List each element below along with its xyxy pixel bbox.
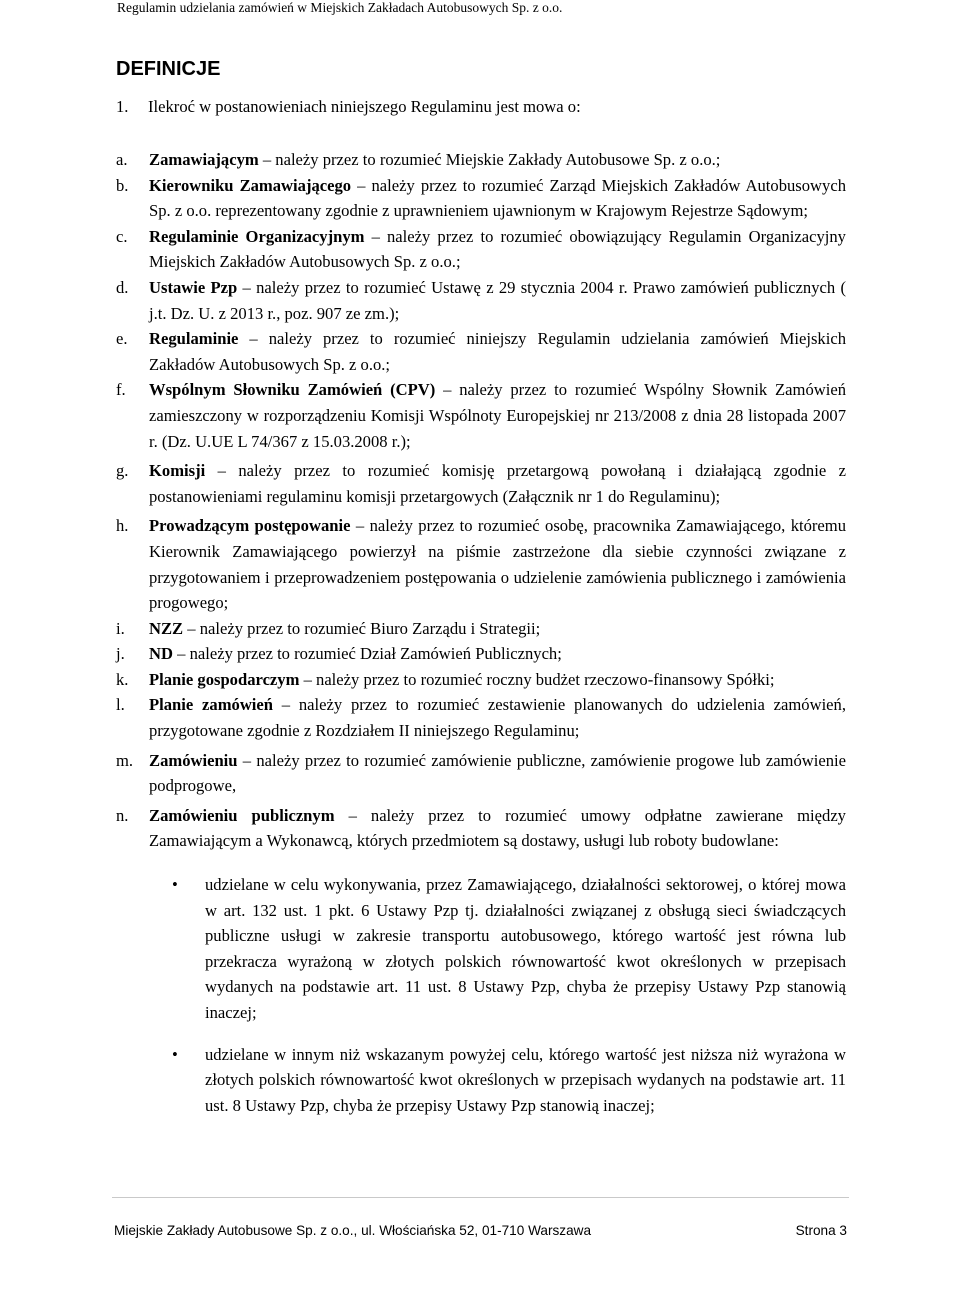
- definition-term: Komisji: [149, 461, 206, 481]
- definition-marker: k.: [116, 669, 129, 689]
- definition-item-d: [116, 275, 846, 326]
- definition-marker: e.: [116, 329, 128, 349]
- definition-marker: l.: [116, 695, 125, 715]
- definition-term: ND: [149, 644, 173, 664]
- definition-marker: b.: [116, 175, 129, 195]
- definition-term: Regulaminie Organizacyjnym: [149, 226, 365, 246]
- definition-item-l: [116, 692, 846, 743]
- definition-marker: a.: [116, 150, 128, 169]
- bullet-icon: •: [172, 1044, 178, 1064]
- definition-item-a: [116, 147, 846, 173]
- definition-term: Zamówieniu: [149, 750, 238, 770]
- bullet-icon: •: [172, 875, 178, 895]
- bullet-item: [172, 872, 846, 1026]
- definition-text: – należy przez to rozumieć Wspólny Słownik Zamówień zamieszczony w rozporządzeniu Komisji Wspólnoty Europejskiej nr 213/2008 z dnia 28 listopada 2007 r. (Dz. U.UE L 74/367 z 15.03.2008 r.);: [149, 380, 846, 451]
- definition-term: Planie gospodarczym: [149, 669, 300, 689]
- definition-term: Kierowniku Zamawiającego: [149, 175, 352, 195]
- definition-text: – należy przez to rozumieć osobę, pracownika Zamawiającego, któremu Kierownik Zamawiającego powierzył na piśmie zastrzeżone dla siebie czynności związane z przygotowaniem i przeprowadzeniem postępowania o udzielenie zamówienia publicznego i zamówienia progowego;: [149, 516, 847, 613]
- definition-item-h: [116, 513, 846, 615]
- definition-item-e: [116, 326, 846, 377]
- definition-marker: f.: [116, 380, 126, 400]
- definition-text: – należy przez to rozumieć zestawienie planowanych do udzielenia zamówień, przygotowane zgodnie z Rozdziałem II niniejszego Regulaminu;: [149, 695, 846, 741]
- definition-marker: d.: [116, 277, 129, 297]
- definition-term: Regulaminie: [149, 329, 239, 349]
- definition-item-k: [116, 667, 846, 693]
- definition-item-m: [116, 748, 846, 799]
- footer-address: Miejskie Zakłady Autobusowe Sp. z o.o., ul. Włościańska 52, 01-710 Warszawa: [114, 1223, 592, 1238]
- running-header: Regulamin udzielania zamówień w Miejskich Zakładach Autobusowych Sp. z o.o.: [117, 0, 563, 15]
- definition-marker: m.: [116, 750, 134, 770]
- definition-marker: j.: [116, 644, 125, 664]
- bullet-text: udzielane w innym niż wskazanym powyżej celu, którego wartość jest niższa niż wyrażona w złotych polskich równowartość kwot określonych w przepisach wydanych na podstawie art. 11 ust. 8 Ustawy Pzp, chyba że przepisy Ustawy Pzp stanowią inaczej;: [205, 1044, 846, 1115]
- page-number: Strona 3: [795, 1223, 847, 1238]
- definition-marker: i.: [116, 618, 125, 638]
- definition-term: Wspólnym Słowniku Zamówień (CPV): [149, 380, 436, 400]
- definition-item-b: [116, 173, 846, 224]
- definition-text: – należy przez to rozumieć Zarząd Miejskich Zakładów Autobusowych Sp. z o.o. reprezentowany zgodnie z uprawnieniem ujawnionym w Krajowym Rejestrze Sądowym;: [149, 175, 846, 221]
- intro-text: Ilekroć w postanowieniach niniejszego Regulaminu jest mowa o:: [148, 97, 581, 116]
- bullet-text: udzielane w celu wykonywania, przez Zamawiającego, działalności sektorowej, o której mowa w art. 132 ust. 1 pkt. 6 Ustawy Pzp tj. działalności związanej z obsługą sieci świadczących publiczne usługi w zakresie transportu autobusowego, którego wartość jest równa lub przekracza wyrażoną w złotych polskich równowartość kwot określonych w przepisach wydanych na podstawie art. 11 ust. 8 Ustawy Pzp, chyba że przepisy Ustawy Pzp stanowią inaczej;: [205, 875, 846, 1022]
- definition-text: – należy przez to rozumieć Ustawę z 29 stycznia 2004 r. Prawo zamówień publicznych ( j.t. Dz. U. z 2013 r., poz. 907 ze zm.);: [149, 277, 846, 323]
- definition-term: Planie zamówień: [149, 695, 274, 715]
- definition-item-i: [116, 616, 846, 642]
- definition-text: – należy przez to rozumieć niniejszy Regulamin udzielania zamówień Miejskich Zakładów Autobusowych Sp. z o.o.;: [149, 329, 846, 374]
- definition-item-j: [116, 641, 846, 667]
- definition-item-c: [116, 224, 846, 275]
- definition-item-n: [116, 803, 846, 1119]
- definition-marker: h.: [116, 516, 129, 536]
- definitions-list: [116, 147, 846, 1134]
- definition-text: – należy przez to rozumieć umowy odpłatne zawierane między Zamawiającym a Wykonawcą, których przedmiotem są dostawy, usługi lub roboty budowlane:: [149, 805, 846, 851]
- definition-marker: g.: [116, 461, 129, 481]
- definition-term: NZZ: [149, 618, 184, 638]
- definition-item-f: [116, 377, 846, 454]
- definition-term: Ustawie Pzp: [149, 277, 238, 297]
- definition-text: – należy przez to rozumieć obowiązujący Regulamin Organizacyjny Miejskich Zakładów Autobusowych Sp. z o.o.;: [149, 226, 846, 272]
- definition-item-g: [116, 458, 846, 509]
- definition-text: – należy przez to rozumieć roczny budżet rzeczowo-finansowy Spółki;: [299, 669, 775, 689]
- definition-term: Zamawiającym: [149, 150, 259, 169]
- bullet-item: [172, 1042, 846, 1119]
- definition-text: – należy przez to rozumieć komisję przetargową powołaną i działającą zgodnie z postanowieniami regulaminu komisji przetargowych (Załącznik nr 1 do Regulaminu);: [149, 461, 846, 506]
- definition-text: – należy przez to rozumieć Miejskie Zakłady Autobusowe Sp. z o.o.;: [258, 150, 721, 169]
- definition-text: – należy przez to rozumieć Dział Zamówień Publicznych;: [172, 644, 562, 664]
- definition-marker: c.: [116, 226, 128, 246]
- definition-term: Prowadzącym postępowanie: [149, 516, 351, 536]
- definition-marker: n.: [116, 805, 129, 825]
- definition-term: Zamówieniu publicznym: [149, 805, 335, 825]
- section-title: DEFINICJE: [116, 58, 221, 80]
- intro-number: 1.: [116, 97, 129, 116]
- footer-divider: [112, 1197, 849, 1198]
- definition-text: – należy przez to rozumieć zamówienie publiczne, zamówienie progowe lub zamówienie podprogowe,: [149, 750, 846, 796]
- definition-text: – należy przez to rozumieć Biuro Zarządu i Strategii;: [183, 618, 541, 638]
- public-procurement-bullets: [149, 872, 846, 1118]
- intro-paragraph: [116, 94, 581, 120]
